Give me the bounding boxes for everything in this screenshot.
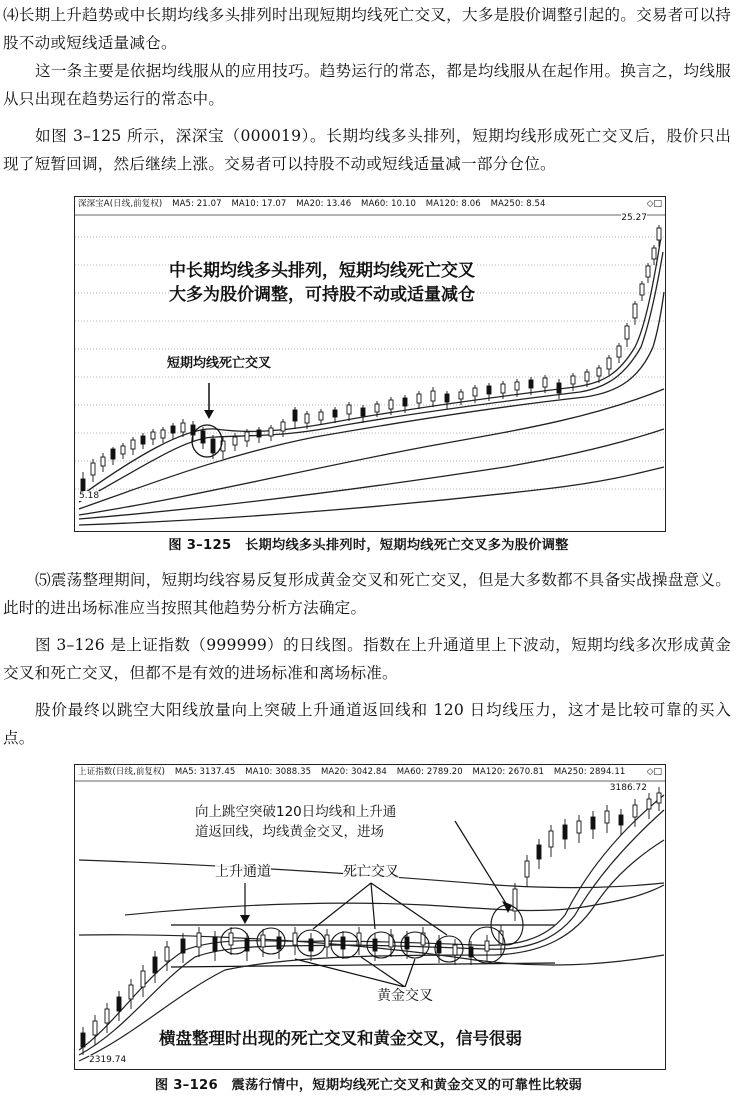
paragraph-example-999999: 图 3–126 是上证指数（999999）的日线图。指数在上升通道里上下波动，短期均线多次形成黄金交叉和死亡交叉，但都不是有效的进场标准和离场标准。 bbox=[3, 636, 731, 682]
chart2-ma60: MA60: 2789.20 bbox=[396, 767, 463, 777]
chart2-ma250: MA250: 2894.11 bbox=[553, 767, 626, 777]
chart2-ma20: MA20: 3042.84 bbox=[320, 767, 387, 777]
chart2-annotation-breakout-line2: 道返回线，均线黄金交叉，进场 bbox=[195, 824, 384, 840]
chart2-high-label: 3186.72 bbox=[609, 783, 647, 793]
chart1-ma250: MA250: 8.54 bbox=[490, 199, 546, 209]
chart1-low-label: 5.18 bbox=[79, 491, 100, 501]
chart-shenshenbao bbox=[74, 196, 666, 532]
chart1-high-label: 25.27 bbox=[621, 213, 647, 223]
chart1-annotation-death-cross: 短期均线死亡交叉 bbox=[167, 356, 272, 371]
paragraph-explanation: 这一条主要是依据均线服从的应用技巧。趋势运行的常态，都是均线服从在起作用。换言之，均线服从只出现在趋势运行的常态中。 bbox=[3, 62, 731, 108]
chart2-window-icons: ◇□ bbox=[646, 767, 662, 777]
chart1-ma20: MA20: 13.46 bbox=[296, 199, 352, 209]
chart1-window-icons: ◇□ bbox=[646, 199, 662, 209]
chart1-stock-name: 深深宝A(日线,前复权) bbox=[78, 199, 163, 209]
chart2-index-name: 上证指数(日线,前复权) bbox=[78, 767, 166, 777]
chart-shanghai-index bbox=[74, 764, 666, 1070]
chart1-annotation-line2: 大多为股价调整，可持股不动或适量减仓 bbox=[169, 283, 475, 308]
chart2-annotation-golden-cross: 黄金交叉 bbox=[377, 988, 433, 1004]
chart1-plot bbox=[75, 197, 665, 531]
chart2-ma120: MA120: 2670.81 bbox=[472, 767, 545, 777]
figure-caption-3-125: 图 3–125 长期均线多头排列时，短期均线死亡交叉多为股价调整 bbox=[168, 538, 569, 553]
chart1-ma5: MA5: 21.07 bbox=[172, 199, 222, 209]
chart1-ma60: MA60: 10.10 bbox=[361, 199, 416, 209]
chart2-annotation-breakout-line1: 向上跳空突破120日均线和上升通 bbox=[195, 804, 397, 820]
chart1-ma120: MA120: 8.06 bbox=[425, 199, 481, 209]
paragraph-breakout: 股价最终以跳空大阳线放量向上突破上升通道返回线和 120 日均线压力，这才是比较可靠的买入点。 bbox=[3, 701, 731, 747]
chart2-annotation-channel: 上升通道 bbox=[215, 864, 271, 880]
chart2-annotation-weak-signal: 横盘整理时出现的死亡交叉和黄金交叉，信号很弱 bbox=[159, 1027, 522, 1051]
paragraph-rule-5: ⑸震荡整理期间，短期均线容易反复形成黄金交叉和死亡交叉，但是大多数都不具备实战操盘意义。此时的进出场标准应当按照其他趋势分析方法确定。 bbox=[3, 571, 731, 617]
figure-caption-3-126: 图 3–126 震荡行情中，短期均线死亡交叉和黄金交叉的可靠性比较弱 bbox=[154, 1078, 583, 1093]
chart2-annotation-death-cross: 死亡交叉 bbox=[343, 864, 399, 880]
chart2-ma10: MA10: 3088.35 bbox=[245, 767, 312, 777]
chart2-ma5: MA5: 3137.45 bbox=[174, 767, 236, 777]
chart2-low-label: 2319.74 bbox=[89, 1055, 127, 1065]
paragraph-rule-4: ⑷长期上升趋势或中长期均线多头排列时出现短期均线死亡交叉，大多是股价调整引起的。交易者可以持股不动或短线适量减仓。 bbox=[3, 6, 731, 52]
chart1-ma10: MA10: 17.07 bbox=[231, 199, 287, 209]
chart1-annotation-line1: 中长期均线多头排列，短期均线死亡交叉 bbox=[169, 259, 475, 284]
paragraph-example-000019: 如图 3–125 所示，深深宝（000019）。长期均线多头排列，短期均线形成死亡交叉后，股价只出现了短暂回调，然后继续上涨。交易者可以持股不动或短线适量减一部分仓位。 bbox=[3, 127, 731, 173]
